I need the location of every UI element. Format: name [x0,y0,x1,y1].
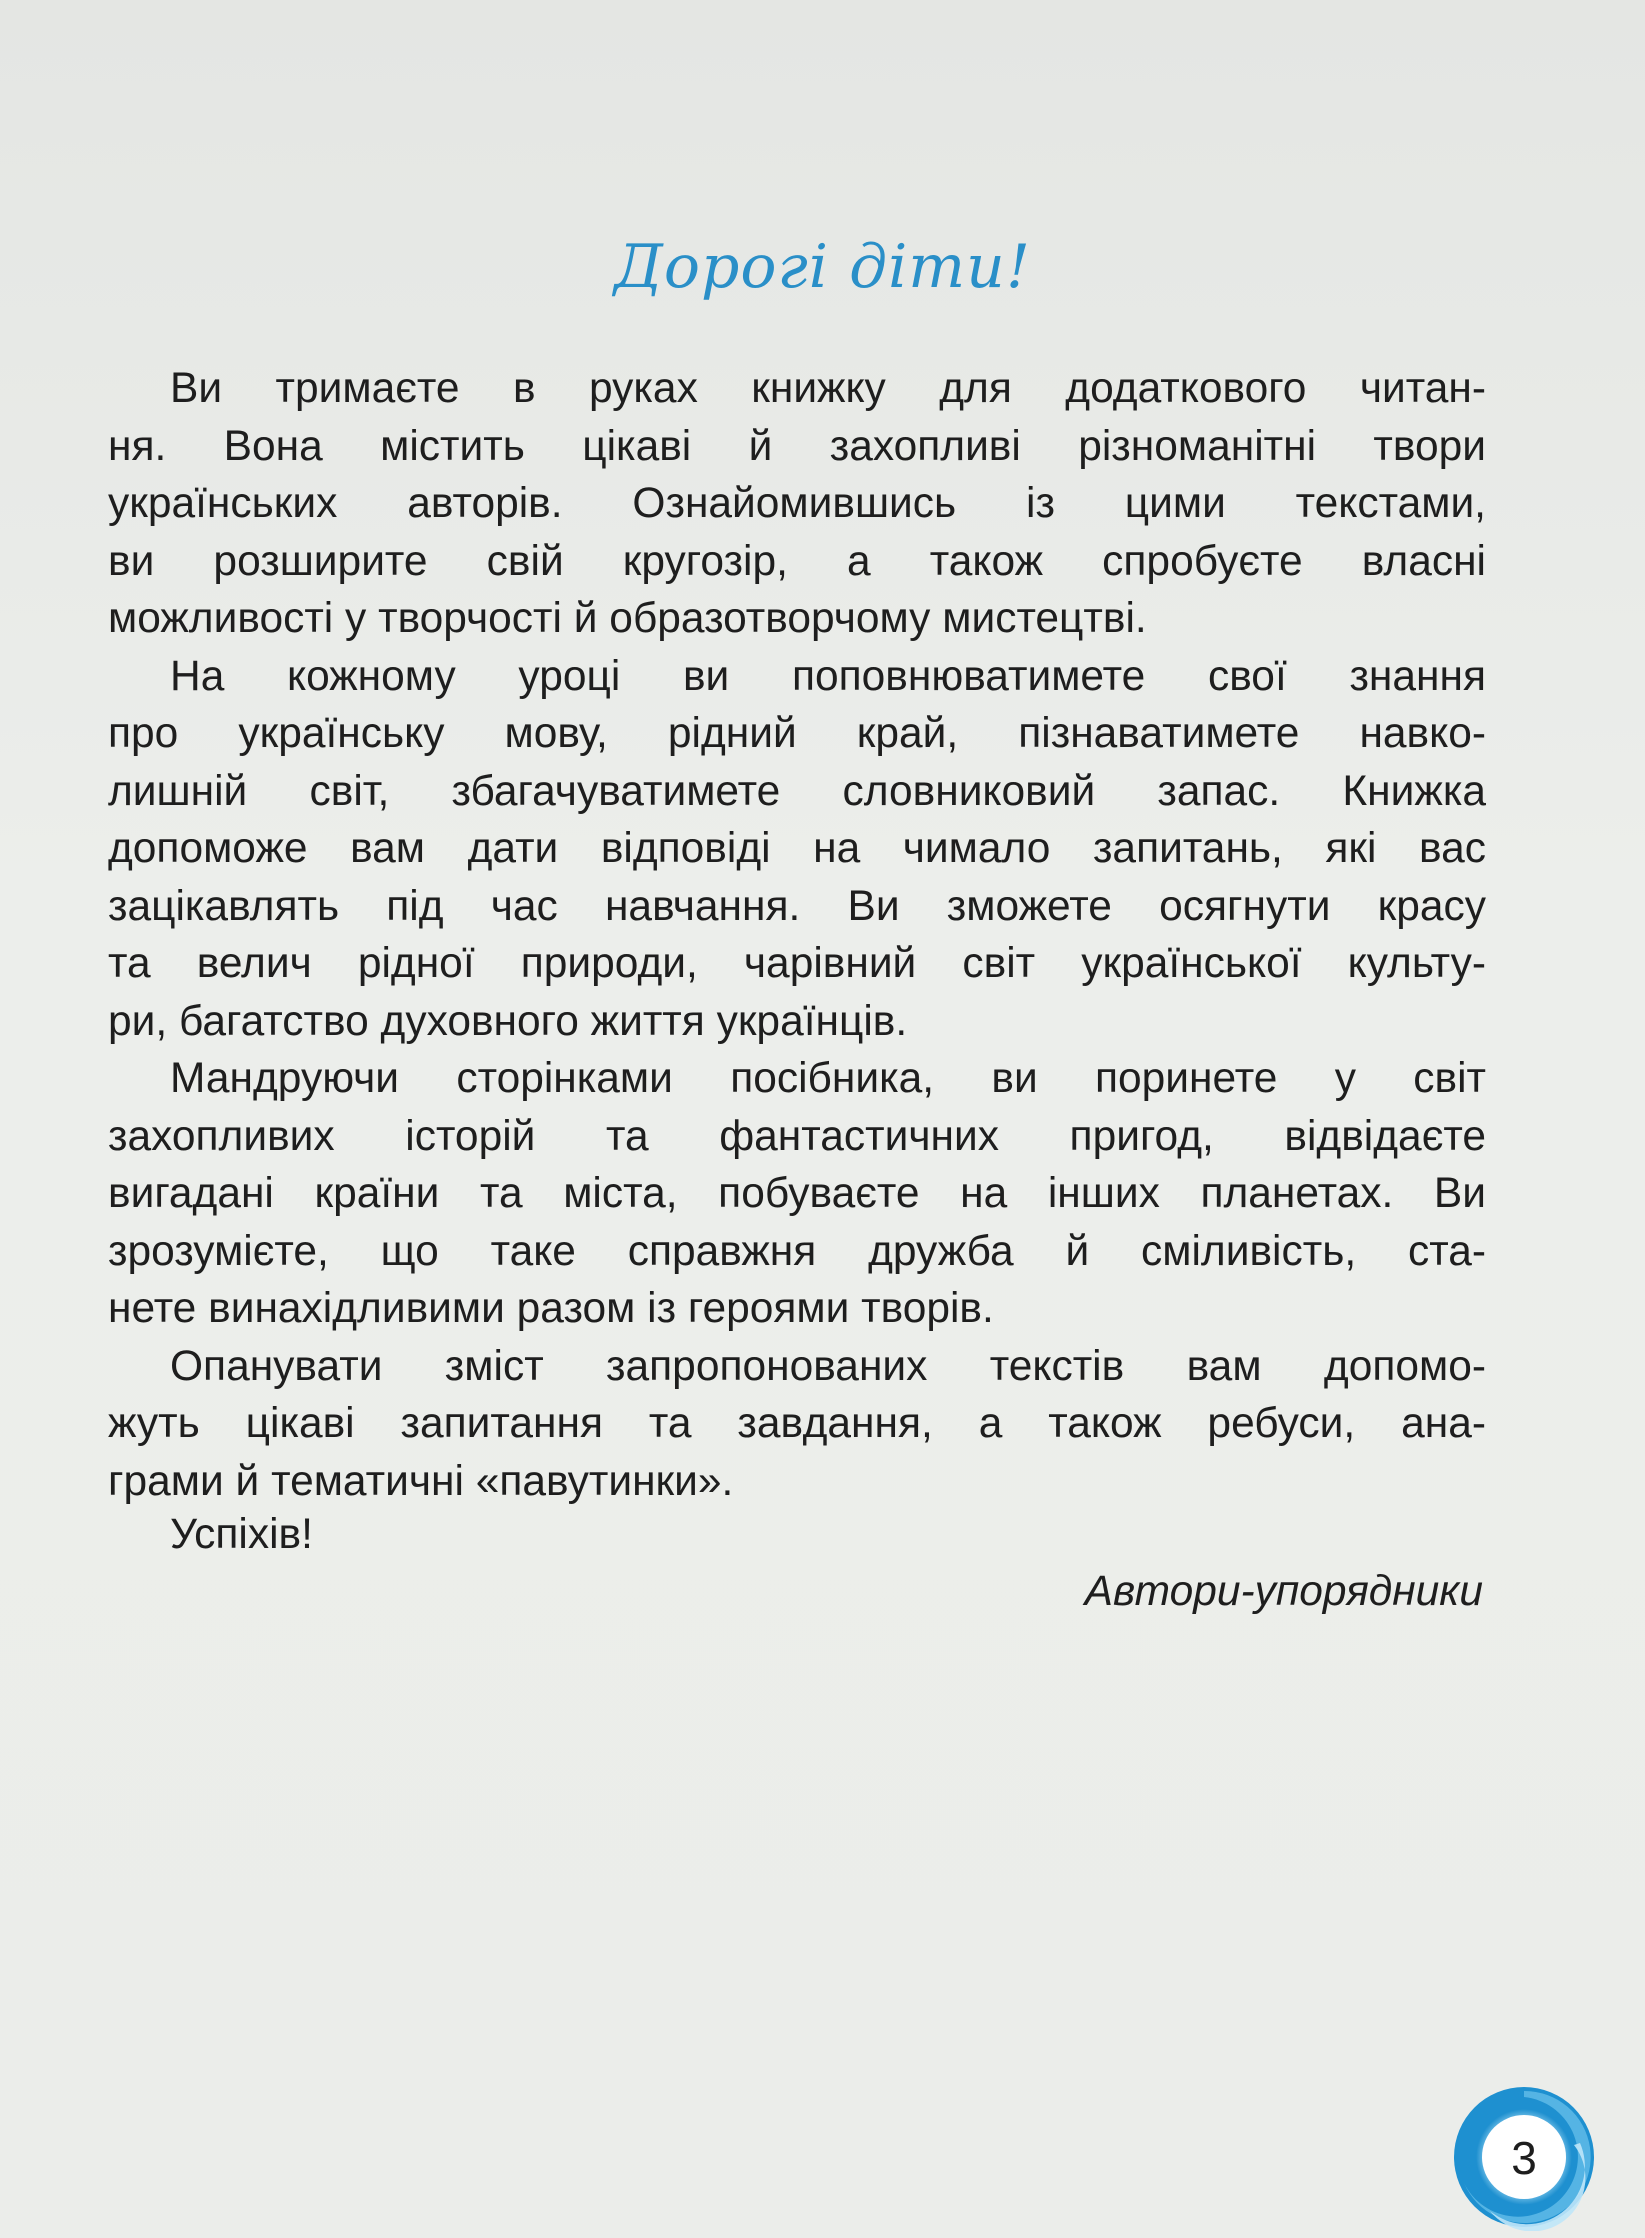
greeting: Успіхів! [170,1511,313,1558]
text-line: Мандруючи сторінками посібника, ви поринете у світ [170,1055,1486,1102]
signature: Автори-упорядники [1084,1568,1483,1615]
text-line: вигадані країни та міста, побуваєте на інших планетах. Ви [108,1170,1486,1217]
text-line: допоможе вам дати відповіді на чимало запитань, які вас [108,825,1486,872]
text-line: можливості у творчості й образотворчому мистецтві. [108,595,1147,642]
body-text [108,360,1486,1510]
page-title: Дорогі діти! [614,232,1031,302]
text-line: захопливих історій та фантастичних пригод, відвідаєте [108,1112,1486,1160]
text-line: ви розширите свій кругозір, а також спробуєте власні [108,537,1486,585]
paragraph-1 [108,360,1486,648]
text-line: нете винахідливими разом із героями творів. [108,1285,994,1332]
text-line: та велич рідної природи, чарівний світ української культу- [108,940,1486,987]
text-line: українських авторів. Ознайомившись із цими текстами, [108,480,1486,527]
text-line: грами й тематичні «павутинки». [108,1457,734,1505]
text-line: зрозумієте, що таке справжня дружба й сміливість, ста- [108,1227,1486,1275]
text-line: зацікавлять під час навчання. Ви зможете осягнути красу [108,882,1486,930]
text-line: Опанувати зміст запропонованих текстів вам допомо- [170,1342,1486,1390]
text-line: На кожному уроці ви поповнюватимете свої знання [170,652,1486,700]
text-line: ня. Вона містить цікаві й захопливі різноманітні твори [108,422,1486,470]
paragraph-3 [108,1050,1486,1338]
text-line: жуть цікаві запитання та завдання, а також ребуси, ана- [108,1400,1486,1447]
text-line: про українську мову, рідний край, пізнаватимете навко- [108,710,1486,757]
paragraph-4 [108,1338,1486,1511]
text-line: лишній світ, збагачуватимете словниковий запас. Книжка [108,767,1486,815]
text-line: Ви тримаєте в руках книжку для додаткового читан- [170,365,1486,412]
text-line: ри, багатство духовного життя українців. [108,997,908,1045]
paragraph-2 [108,648,1486,1051]
page-number: 3 [1511,2132,1537,2184]
